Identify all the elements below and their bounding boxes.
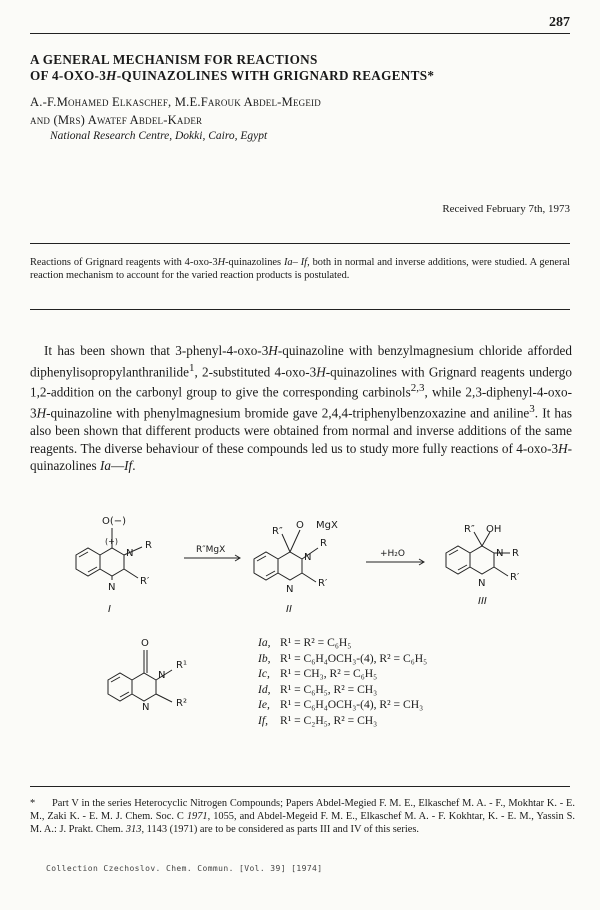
authors [30, 93, 321, 129]
compound-row: Ic, R¹ = CH₃, R² = C₆H₅ [258, 667, 378, 680]
authors-line-1: A.-F.Mohamed Elkaschef, M.E.Farouk Abdel-Megeid [30, 95, 321, 109]
general-structure [0, 630, 250, 730]
label-n-general: N [158, 670, 166, 681]
footnote-rule [30, 786, 570, 787]
journal-footer: Collection Czechoslov. Chem. Commun. [Vol. 39] [1974] [46, 864, 323, 873]
label-r-III: R [512, 548, 519, 559]
abstract-top-rule [30, 243, 570, 244]
compound-row: Ib, R¹ = C₆H₄OCH₃-(4), R² = C₆H₅ [258, 651, 428, 665]
label-compound-III: III [478, 596, 487, 607]
label-plus: (+) [105, 537, 118, 546]
compound-row: Ie, R¹ = C₆H₄OCH₃-(4), R² = CH₃ [258, 698, 424, 711]
label-mgx-II: MgX [316, 520, 338, 531]
footnote: * Part V in the series Heterocyclic Nitrogen Compounds; Papers Abdel-Megied F. M. E., Elkaschef M. A. - F., Mokhtar K. - E. M., Zaki K. - E. M. J. Chem. Soc. C 1971, 1055, and Abdel-Megeid F. M. E., Elkaschef M. A. - F. Kokhtar, K. - E. M., Yassin S. M. A.: J. Prakt. Chem. 313, 1143 (1971) are to be considered as parts III and IV of this series. [30, 798, 576, 835]
label-oh-III: OH [486, 524, 502, 535]
label-rprime-II: R′ [318, 578, 328, 589]
header-rule [30, 33, 570, 34]
label-compound-II: II [286, 604, 292, 615]
compound-list [258, 635, 427, 728]
affiliation: National Research Centre, Dokki, Cairo, Egypt [50, 130, 268, 142]
article-title [30, 52, 570, 84]
body-text [30, 342, 572, 475]
label-compound-I: I [108, 604, 111, 615]
label-rprime-III: R′ [510, 572, 520, 583]
label-r1-general: R¹ [176, 660, 187, 671]
label-o-II: O [296, 520, 304, 531]
label-n-I: N [126, 548, 134, 559]
label-r-II: R [320, 538, 327, 549]
label-n2-III: N [478, 578, 486, 589]
label-rdprime-III: R″ [464, 524, 475, 535]
label-n2-II: N [286, 584, 294, 595]
abstract-bottom-rule [30, 309, 570, 310]
label-o-minus: O(−) [102, 516, 127, 527]
ref-2-3: 2,3 [410, 382, 425, 395]
title-line-1: A GENERAL MECHANISM FOR REACTIONS [30, 52, 318, 67]
label-r-I: R [145, 540, 152, 551]
reagent-grignard: R″MgX [196, 545, 226, 555]
received-date: Received February 7th, 1973 [442, 203, 570, 215]
title-line-2: OF 4-OXO-3H-QUINAZOLINES WITH GRIGNARD REAGENTS* [30, 68, 435, 83]
label-n2-general: N [142, 702, 150, 713]
ref-3: 3 [529, 403, 535, 416]
intro-paragraph: It has been shown that 3-phenyl-4-oxo-3H-quinazoline with benzylmagnesium chloride afforded diphenylisopropylanthranilide$^1$, 2-substituted 4-oxo-3H-quinazolines with Grignard reagents undergo 1,2-addition on the carbonyl group to give the corresponding carbinols$^{2,3}$, while 2,3-diphenyl-4-oxo-3H-quinazoline with phenylmagnesium bromide gave 2,4,4-triphenylbenzoxazine and aniline$^3$. It has also been shown that different products were obtained from normal and inverse additions of the same reagents. The diverse behaviour of these compounds led us to study more fully reactions of 4-oxo-3H-quinazolines Ia—If. [30, 343, 573, 474]
reagent-water: +H₂O [380, 549, 406, 559]
label-n-II: N [304, 552, 312, 563]
label-n-III: N [496, 548, 504, 559]
page-number: 287 [549, 15, 570, 30]
label-n2-I: N [108, 582, 116, 593]
ref-1: 1 [188, 361, 195, 374]
compound-row: Ia, R¹ = R² = C₆H₅ [258, 636, 352, 649]
label-o-general: O [141, 638, 149, 649]
compound-row: Id, R¹ = C₆H₅, R² = CH₃ [258, 682, 378, 696]
label-rdprime-II: R″ [272, 526, 283, 537]
authors-line-2: and (Mrs) Awatef Abdel-Kader [30, 113, 203, 127]
label-r2-general: R² [176, 698, 187, 709]
label-rprime-I: R′ [140, 576, 150, 587]
reaction-scheme [0, 500, 600, 630]
abstract: Reactions of Grignard reagents with 4-oxo-3H-quinazolines Ia– If, both in normal and inverse additions, were studied. A general reaction mechanism to account for the varied reaction products is postulated. [30, 257, 570, 281]
compound-row: If, R¹ = C₂H₅, R² = CH₃ [258, 713, 378, 727]
